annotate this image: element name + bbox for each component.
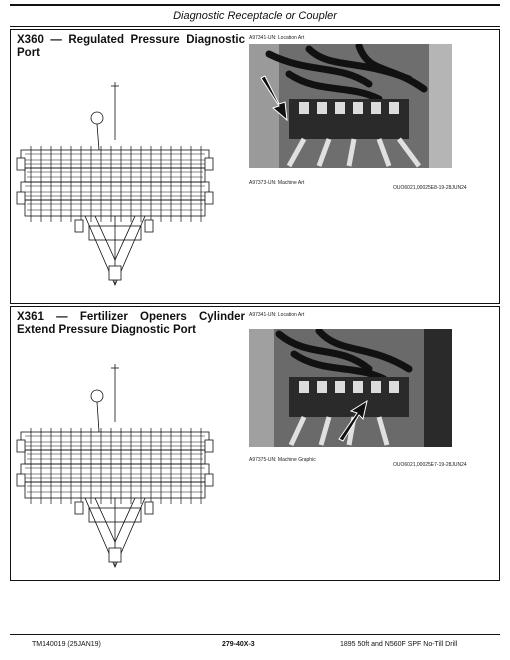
reference-code: OUO6021,00025E8-19-28JUN24	[393, 185, 467, 191]
location-caption: A97341-UN: Location Art	[249, 312, 305, 318]
page-header: Diagnostic Receptacle or Coupler	[173, 10, 337, 22]
location-caption: A97341-UN: Location Art	[249, 35, 305, 41]
footer-page-number: 279-40X-3	[222, 641, 255, 648]
section-title-line2: Port	[17, 47, 40, 59]
footer-doc-id: TM140019 (25JAN19)	[32, 641, 101, 648]
footer-rule	[10, 634, 500, 635]
section-title-line1: X360 — Regulated Pressure Diagnostic	[17, 34, 245, 46]
header-rule	[10, 26, 500, 27]
location-art-photo	[249, 329, 452, 447]
reference-code: OUO6021,00025E7-19-28JUN24	[393, 462, 467, 468]
section-title-line1: X361 — Fertilizer Openers Cylinder	[17, 311, 245, 323]
section-x360	[10, 29, 500, 304]
top-rule	[10, 4, 500, 6]
machine-caption: A97373-UN: Machine Art	[249, 180, 305, 186]
section-title	[17, 34, 245, 60]
section-title	[17, 311, 245, 337]
machine-art-drawing	[15, 80, 215, 292]
section-x361	[10, 306, 500, 581]
location-art-photo	[249, 44, 452, 168]
machine-caption: A97375-UN: Machine Graphic	[249, 457, 316, 463]
section-title-line2: Extend Pressure Diagnostic Port	[17, 324, 196, 336]
machine-graphic-drawing	[15, 362, 215, 574]
footer-model: 1895 50ft and N560F SPF No-Till Drill	[340, 641, 458, 648]
